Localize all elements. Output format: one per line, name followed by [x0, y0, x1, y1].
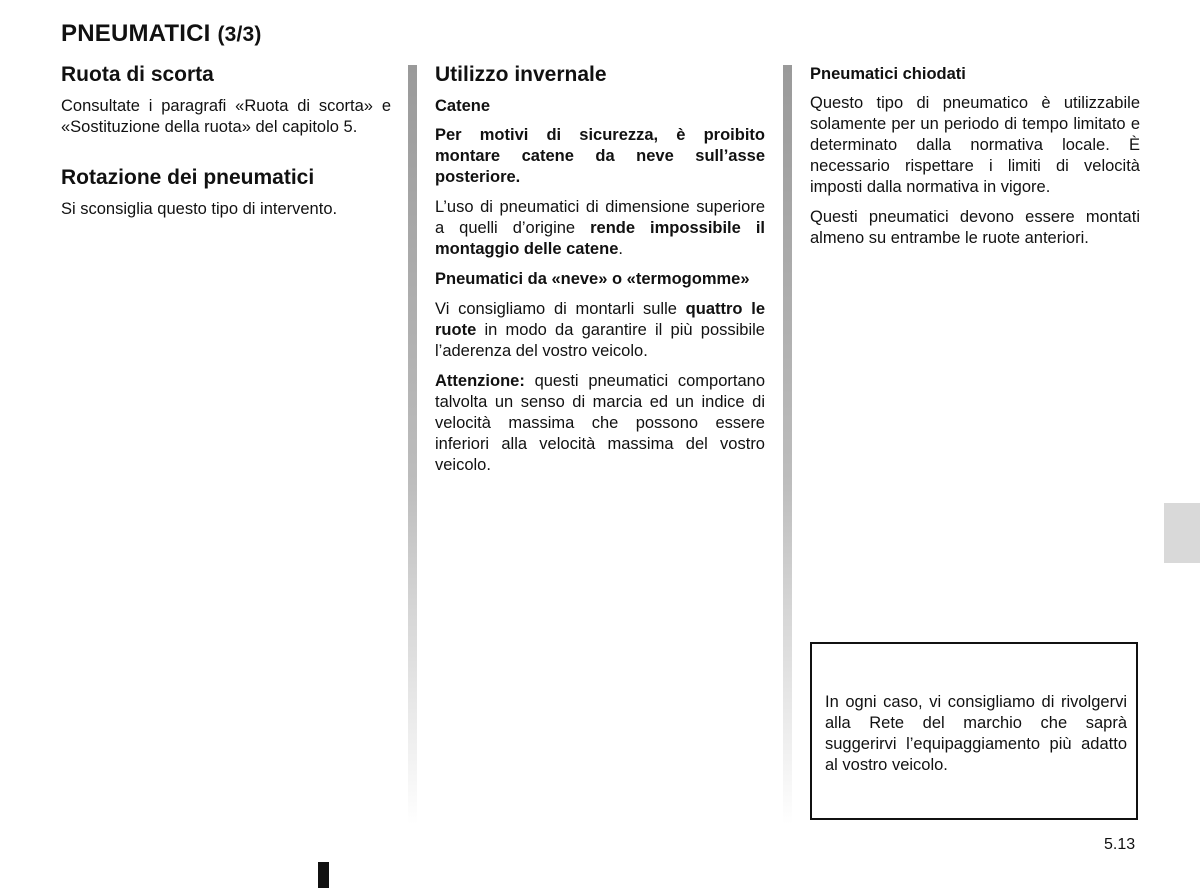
winter-use-heading: Utilizzo invernale	[435, 63, 607, 86]
tyre-rotation-text: Si sconsiglia questo tipo di intervento.	[61, 200, 338, 218]
tyre-rotation-heading: Rotazione dei pneumatici	[61, 166, 315, 189]
page-title-main: PNEUMATICI	[61, 20, 211, 47]
attention-body: questi pneumatici comportano talvolta un senso di marcia ed un indice di velocità massima che possono essere inferiori alla velocità massima del vostro veicolo.	[435, 372, 765, 474]
studded-tyres-heading: Pneumatici chiodati	[810, 65, 966, 83]
column-middle	[435, 62, 765, 485]
snow-tyres-text	[435, 299, 765, 362]
chains-text	[435, 197, 765, 260]
page-title	[61, 20, 262, 48]
snow-tyres-heading: Pneumatici da «neve» o «termogomme»	[435, 270, 750, 288]
chains-warning: Per motivi di sicurezza, è proibito montare catene da neve sull’asse posteriore.	[435, 126, 765, 186]
attention-text	[435, 371, 765, 476]
attention-label: Attenzione:	[435, 372, 525, 390]
snow-text-bold: quattro le ruote	[435, 300, 765, 339]
spare-wheel-text: Consultate i paragrafi «Ruota di scorta» e «Sostituzione della ruota» del capitolo 5.	[61, 97, 391, 136]
chapter-tab-marker	[1164, 503, 1200, 563]
column-divider-bar	[408, 65, 417, 825]
spare-wheel-heading: Ruota di scorta	[61, 63, 214, 86]
print-mark	[318, 862, 329, 888]
chains-text-start: L’uso di pneumatici di dimensione superiore a quelli d’origine	[435, 198, 765, 237]
page-number: 5.13	[1104, 836, 1136, 853]
chains-text-end: .	[618, 240, 623, 258]
studded-tyres-text-1: Questo tipo di pneumatico è utilizzabile solamente per un periodo di tempo limitato e determinato dalla normativa locale. È necessario rispettare i limiti di velocità imposti dalla normativa in vigore.	[810, 94, 1140, 196]
advice-text: In ogni caso, vi consigliamo di rivolgervi alla Rete del marchio che saprà suggerirvi l’equipaggiamento più adatto al vostro veicolo.	[825, 693, 1127, 774]
snow-text-start: Vi consigliamo di montarli sulle	[435, 300, 686, 318]
advice-box	[810, 642, 1138, 820]
column-right	[810, 62, 1140, 258]
column-left	[61, 62, 391, 229]
chains-heading: Catene	[435, 97, 491, 115]
snow-text-end: in modo da garantire il più possibile l’aderenza del vostro veicolo.	[435, 321, 765, 360]
chains-text-bold: rende impossibile il montaggio delle catene	[435, 219, 765, 258]
studded-tyres-text-2: Questi pneumatici devono essere montati almeno su entrambe le ruote anteriori.	[810, 208, 1140, 247]
column-divider-bar	[783, 65, 792, 825]
page-title-part: (3/3)	[217, 23, 262, 46]
